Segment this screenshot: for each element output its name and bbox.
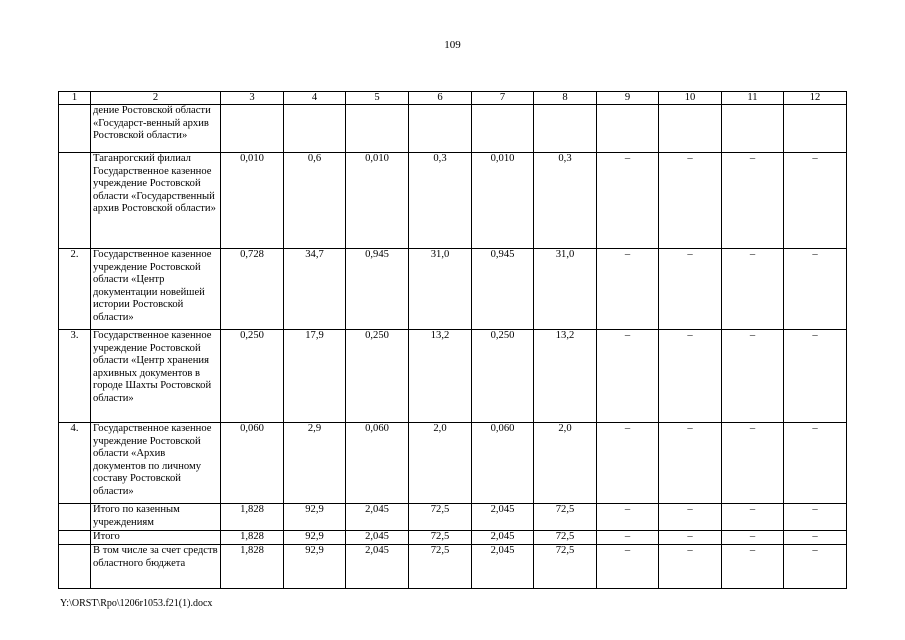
value-cell-col-6: 2,0	[409, 423, 472, 504]
column-header: 5	[346, 92, 409, 105]
value-cell-col-8: 72,5	[534, 531, 597, 545]
value-cell-col-12	[784, 105, 847, 153]
column-header: 11	[722, 92, 784, 105]
value-cell-col-10: –	[659, 531, 722, 545]
value-cell-col-5: 2,045	[346, 504, 409, 531]
value-cell-col-3: 1,828	[221, 504, 284, 531]
value-cell-col-4: 2,9	[284, 423, 346, 504]
value-cell-col-9: –	[597, 545, 659, 589]
value-cell-col-7	[472, 105, 534, 153]
value-cell-col-3: 0,010	[221, 153, 284, 249]
value-cell-col-7: 0,945	[472, 249, 534, 330]
value-cell-col-4: 92,9	[284, 531, 346, 545]
value-cell-col-9: –	[597, 330, 659, 423]
row-number-cell: 3.	[59, 330, 91, 423]
value-cell-col-11: –	[722, 330, 784, 423]
row-name-cell: В том числе за счет средств областного бюджета	[91, 545, 221, 589]
value-cell-col-9	[597, 105, 659, 153]
header-row	[59, 92, 847, 105]
value-cell-col-11: –	[722, 249, 784, 330]
value-cell-col-11: –	[722, 423, 784, 504]
value-cell-col-3	[221, 105, 284, 153]
value-cell-col-8: 0,3	[534, 153, 597, 249]
value-cell-col-5: 0,945	[346, 249, 409, 330]
value-cell-col-4: 92,9	[284, 504, 346, 531]
value-cell-col-12: –	[784, 531, 847, 545]
value-cell-col-6: 13,2	[409, 330, 472, 423]
value-cell-col-9: –	[597, 504, 659, 531]
value-cell-col-8: 2,0	[534, 423, 597, 504]
row-name-cell: Государственное казенное учреждение Ростовской области «Центр хранения архивных документов в городе Шахты Ростовской области»	[91, 330, 221, 423]
value-cell-col-7: 0,250	[472, 330, 534, 423]
value-cell-col-9: –	[597, 153, 659, 249]
value-cell-col-3: 0,728	[221, 249, 284, 330]
column-header: 6	[409, 92, 472, 105]
value-cell-col-9: –	[597, 423, 659, 504]
page-number: 109	[444, 39, 461, 51]
value-cell-col-6: 31,0	[409, 249, 472, 330]
value-cell-col-12: –	[784, 504, 847, 531]
row-number-cell	[59, 545, 91, 589]
column-header: 4	[284, 92, 346, 105]
value-cell-col-7: 2,045	[472, 545, 534, 589]
column-header: 3	[221, 92, 284, 105]
value-cell-col-4: 0,6	[284, 153, 346, 249]
column-header: 1	[59, 92, 91, 105]
table-row	[59, 531, 847, 545]
value-cell-col-10: –	[659, 423, 722, 504]
value-cell-col-5: 0,010	[346, 153, 409, 249]
value-cell-col-4	[284, 105, 346, 153]
value-cell-col-9: –	[597, 531, 659, 545]
value-cell-col-5: 2,045	[346, 545, 409, 589]
value-cell-col-5	[346, 105, 409, 153]
table-row	[59, 153, 847, 249]
table-row	[59, 423, 847, 504]
value-cell-col-11: –	[722, 153, 784, 249]
column-header: 12	[784, 92, 847, 105]
column-header: 2	[91, 92, 221, 105]
row-number-cell: 4.	[59, 423, 91, 504]
value-cell-col-3: 0,060	[221, 423, 284, 504]
row-number-cell	[59, 105, 91, 153]
column-header: 8	[534, 92, 597, 105]
value-cell-col-11: –	[722, 531, 784, 545]
row-name-cell: Государственное казенное учреждение Ростовской области «Архив документов по личному составу Ростовской области»	[91, 423, 221, 504]
value-cell-col-11	[722, 105, 784, 153]
value-cell-col-11: –	[722, 545, 784, 589]
value-cell-col-7: 0,060	[472, 423, 534, 504]
table-row	[59, 330, 847, 423]
value-cell-col-12: –	[784, 330, 847, 423]
value-cell-col-8	[534, 105, 597, 153]
row-name-cell: Итого по казенным учреждениям	[91, 504, 221, 531]
value-cell-col-5: 0,060	[346, 423, 409, 504]
value-cell-col-8: 72,5	[534, 545, 597, 589]
value-cell-col-4: 92,9	[284, 545, 346, 589]
value-cell-col-3: 0,250	[221, 330, 284, 423]
value-cell-col-8: 31,0	[534, 249, 597, 330]
value-cell-col-10: –	[659, 153, 722, 249]
value-cell-col-9: –	[597, 249, 659, 330]
value-cell-col-3: 1,828	[221, 545, 284, 589]
value-cell-col-6	[409, 105, 472, 153]
value-cell-col-7: 2,045	[472, 504, 534, 531]
value-cell-col-4: 34,7	[284, 249, 346, 330]
value-cell-col-10: –	[659, 330, 722, 423]
footer-file-path: Y:\ORST\Rpo\1206r1053.f21(1).docx	[60, 598, 213, 609]
value-cell-col-12: –	[784, 153, 847, 249]
column-header: 9	[597, 92, 659, 105]
value-cell-col-6: 72,5	[409, 545, 472, 589]
value-cell-col-3: 1,828	[221, 531, 284, 545]
row-number-cell	[59, 531, 91, 545]
value-cell-col-6: 72,5	[409, 504, 472, 531]
value-cell-col-11: –	[722, 504, 784, 531]
column-header: 7	[472, 92, 534, 105]
value-cell-col-6: 72,5	[409, 531, 472, 545]
table-row	[59, 105, 847, 153]
value-cell-col-12: –	[784, 545, 847, 589]
row-number-cell	[59, 504, 91, 531]
value-cell-col-7: 0,010	[472, 153, 534, 249]
value-cell-col-8: 72,5	[534, 504, 597, 531]
value-cell-col-8: 13,2	[534, 330, 597, 423]
column-header: 10	[659, 92, 722, 105]
table-row	[59, 249, 847, 330]
value-cell-col-10	[659, 105, 722, 153]
row-name-cell: Таганрогский филиал Государственное казенное учреждение Ростовской области «Государственный архив Ростовской области»	[91, 153, 221, 249]
row-number-cell: 2.	[59, 249, 91, 330]
value-cell-col-6: 0,3	[409, 153, 472, 249]
value-cell-col-12: –	[784, 249, 847, 330]
value-cell-col-4: 17,9	[284, 330, 346, 423]
value-cell-col-5: 2,045	[346, 531, 409, 545]
value-cell-col-10: –	[659, 504, 722, 531]
value-cell-col-12: –	[784, 423, 847, 504]
row-number-cell	[59, 153, 91, 249]
table-row	[59, 504, 847, 531]
value-cell-col-7: 2,045	[472, 531, 534, 545]
row-name-cell: Государственное казенное учреждение Ростовской области «Центр документации новейшей истории Ростовской области»	[91, 249, 221, 330]
row-name-cell: Итого	[91, 531, 221, 545]
table-row	[59, 545, 847, 589]
value-cell-col-10: –	[659, 249, 722, 330]
row-name-cell: дение Ростовской области «Государст-венный архив Ростовской области»	[91, 105, 221, 153]
value-cell-col-5: 0,250	[346, 330, 409, 423]
data-table	[58, 91, 847, 589]
value-cell-col-10: –	[659, 545, 722, 589]
